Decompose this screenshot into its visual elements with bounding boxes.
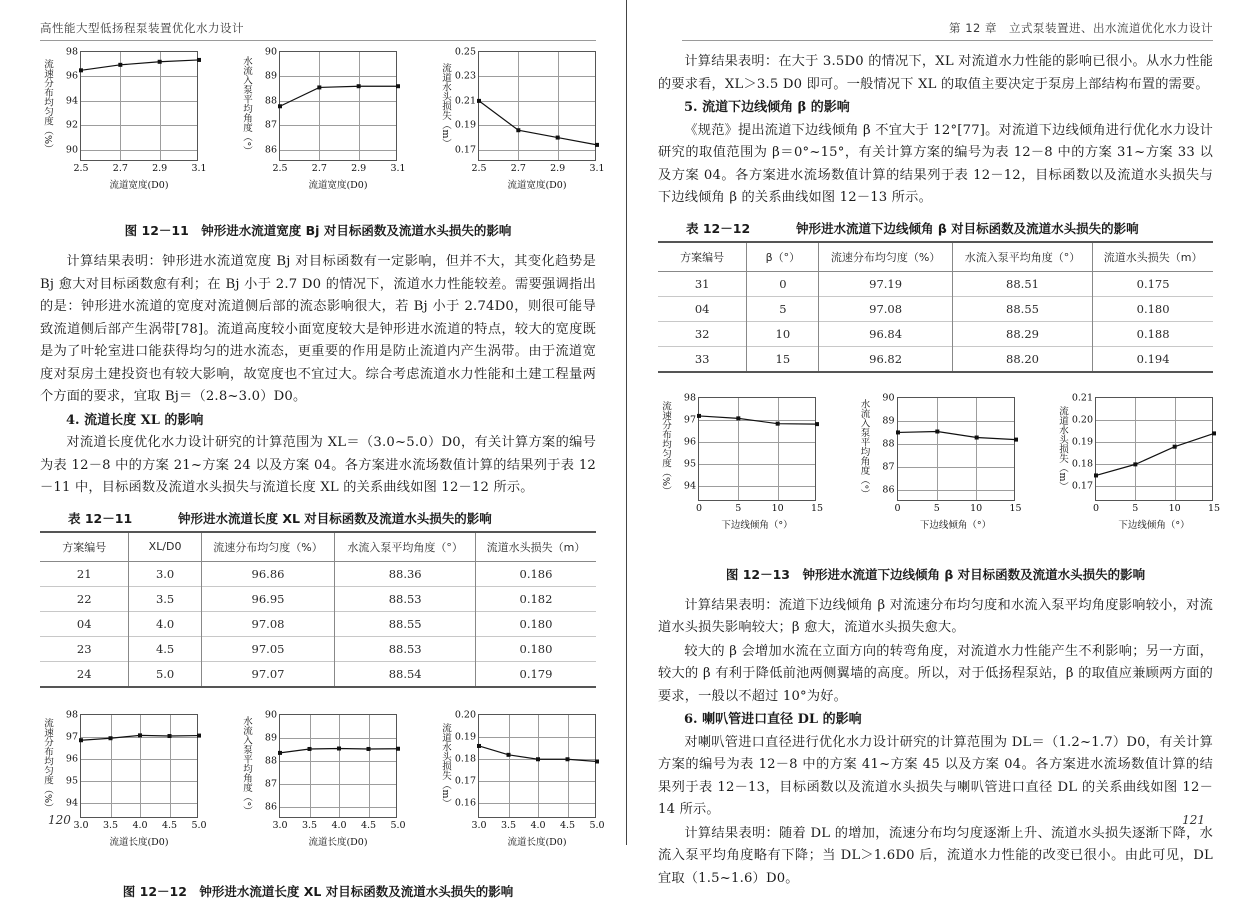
x-axis-tick-label: 3.5 xyxy=(301,819,318,831)
table-12-12-bottom-rule xyxy=(658,371,1213,373)
table-cell: 97.08 xyxy=(201,611,335,636)
plot-area xyxy=(683,392,824,531)
table-row xyxy=(40,611,596,636)
x-axis-label: 下边线倾角（°） xyxy=(919,519,992,531)
table-cell: 88.53 xyxy=(335,586,476,611)
y-axis-tick-label: 94 xyxy=(683,480,696,492)
x-axis-tick-label: 5 xyxy=(1132,502,1139,514)
table-cell: 88.55 xyxy=(952,296,1092,321)
x-axis-tick-label: 15 xyxy=(1009,502,1022,514)
plot-area xyxy=(1071,392,1221,531)
column-header: XL/D0 xyxy=(129,533,201,562)
left-section-4-heading: 4. 流道长度 XL 的影响 xyxy=(66,412,204,428)
y-axis-tick-label: 96 xyxy=(683,436,696,448)
y-axis-tick-label: 0.17 xyxy=(454,775,476,787)
plot-area xyxy=(882,392,1022,531)
x-axis-tick-label: 3.0 xyxy=(73,819,89,831)
y-axis-label: 流道水头损失（m） xyxy=(440,63,451,149)
table-cell: 88.55 xyxy=(335,611,476,636)
x-axis-tick-label: 3.1 xyxy=(589,163,605,174)
table-cell: 3.5 xyxy=(129,586,201,611)
y-axis-label: 流道水头损失（m） xyxy=(440,722,451,808)
table-row xyxy=(40,661,596,686)
table-row xyxy=(658,321,1213,346)
y-axis-label: 水流入泵平均角度（°） xyxy=(858,398,870,499)
x-axis-label: 流道宽度(D0) xyxy=(308,180,368,191)
x-axis-tick-label: 0 xyxy=(695,502,703,514)
figure-12-11-caption: 图 12－11 钟形进水流道宽度 Bj 对目标函数及流道水头损失的影响 xyxy=(124,223,512,238)
table-cell: 97.05 xyxy=(201,636,335,661)
x-axis-tick-label: 5 xyxy=(735,502,742,514)
x-axis-tick-label: 2.7 xyxy=(510,163,526,174)
table-cell: 0.194 xyxy=(1093,346,1213,371)
data-series xyxy=(280,715,398,819)
table-cell: 96.86 xyxy=(201,561,335,586)
table-cell: 0.180 xyxy=(475,611,596,636)
y-axis-tick-label: 89 xyxy=(264,732,277,744)
table-cell: 0.182 xyxy=(475,586,596,611)
data-series xyxy=(81,715,199,819)
table-row xyxy=(40,561,596,586)
column-header: 水流入泵平均角度（°） xyxy=(952,243,1092,272)
y-axis-tick-label: 87 xyxy=(264,778,277,790)
y-axis-tick-label: 95 xyxy=(683,458,696,470)
x-axis-label: 下边线倾角（°） xyxy=(721,519,793,531)
left-running-head-text: 高性能大型低扬程泵装置优化水力设计 xyxy=(40,21,244,35)
y-axis-label: 水流入泵平均角度（°） xyxy=(241,56,252,156)
data-series xyxy=(1096,398,1214,502)
table-12-12-title: 钟形进水流道下边线倾角 β 对目标函数及流道水头损失的影响 xyxy=(796,220,1139,236)
x-axis-tick-label: 4.5 xyxy=(161,819,178,831)
y-axis-tick-label: 90 xyxy=(264,46,277,58)
left-paragraph-2: 对流道长度优化水力设计研究的计算范围为 XL＝（3.0~5.0）D0，有关计算方案的编号为表 12－8 中的方案 21~方案 24 以及方案 04。各方案进水流场数值计算的结果列于表 12－11 中，目标函数及流道水头损失与流道长度 XL 的关系曲线如图 12－12 所示。 xyxy=(40,435,596,495)
table-12-11-bottom-rule xyxy=(40,686,596,688)
y-axis-tick-label: 97 xyxy=(683,414,696,426)
y-axis-tick-label: 0.20 xyxy=(1071,414,1093,426)
plot-area xyxy=(65,46,207,191)
y-axis-tick-label: 86 xyxy=(264,801,277,813)
table-cell: 0.175 xyxy=(1093,271,1213,296)
table-cell: 97.08 xyxy=(819,296,952,321)
table-12-12-caption xyxy=(658,219,1213,237)
column-header: 流道水头损失（m） xyxy=(1093,243,1213,272)
y-axis-tick-label: 88 xyxy=(882,438,895,450)
data-series xyxy=(898,398,1016,502)
y-axis-tick-label: 94 xyxy=(65,797,78,809)
y-axis-tick-label: 92 xyxy=(65,119,78,131)
chart-fig12-12-a xyxy=(40,709,207,852)
x-axis-tick-label: 3.1 xyxy=(191,163,207,174)
y-axis-tick-label: 96 xyxy=(65,70,78,82)
table-12-11-caption xyxy=(40,509,596,527)
plot-area xyxy=(264,709,406,848)
table-cell: 10 xyxy=(747,321,819,346)
y-axis-tick-label: 90 xyxy=(882,392,895,403)
y-axis-tick-label: 98 xyxy=(65,46,78,58)
table-cell: 88.54 xyxy=(335,661,476,686)
table-row xyxy=(658,346,1213,371)
y-axis-tick-label: 0.23 xyxy=(454,70,476,82)
right-paragraph-4: 较大的 β 会增加水流在立面方向的转弯角度，对流道水力性能产生不利影响；另一方面，较大的 β 有利于降低前池两侧翼墙的高度。所以，对于低扬程泵站，β 的取值应兼顾两方面的要求，一般以不超过 10°为好。 xyxy=(658,643,1213,704)
x-axis-tick-label: 15 xyxy=(1207,502,1221,514)
x-axis-tick-label: 10 xyxy=(970,502,983,514)
chart-fig12-11-c xyxy=(438,46,605,195)
table-cell: 88.20 xyxy=(952,346,1092,371)
x-axis-tick-label: 5.0 xyxy=(589,819,605,831)
x-axis-label: 流道长度(D0) xyxy=(507,836,567,848)
x-axis-tick-label: 2.9 xyxy=(550,163,566,174)
x-axis-tick-label: 3.5 xyxy=(102,819,119,831)
y-axis-tick-label: 89 xyxy=(264,70,277,82)
y-axis-label: 流速分布均匀度（%） xyxy=(42,718,53,813)
y-axis-tick-label: 98 xyxy=(65,709,78,720)
x-axis-tick-label: 0 xyxy=(1092,502,1100,514)
y-axis-tick-label: 90 xyxy=(65,144,78,156)
table-12-11-title: 钟形进水流道长度 XL 对目标函数及流道水头损失的影响 xyxy=(178,510,492,526)
y-axis-tick-label: 88 xyxy=(264,95,277,107)
y-axis-tick-label: 87 xyxy=(882,461,895,473)
table-12-12 xyxy=(658,243,1213,371)
y-axis-tick-label: 96 xyxy=(65,753,78,765)
column-header: 方案编号 xyxy=(658,243,747,272)
x-axis-label: 流道宽度(D0) xyxy=(109,180,169,191)
table-row xyxy=(658,296,1213,321)
y-axis-tick-label: 97 xyxy=(65,731,78,743)
right-running-head-text: 第 12 章 立式泵装置进、出水流道优化水力设计 xyxy=(949,21,1213,35)
table-row xyxy=(40,636,596,661)
x-axis-label: 下边线倾角（°） xyxy=(1118,519,1190,531)
x-axis-tick-label: 2.9 xyxy=(152,163,168,174)
right-running-head xyxy=(658,14,1213,36)
y-axis-tick-label: 86 xyxy=(882,484,895,496)
table-cell: 96.82 xyxy=(819,346,952,371)
plot-area xyxy=(65,709,207,848)
table-12-11 xyxy=(40,533,596,686)
table-cell: 96.95 xyxy=(201,586,335,611)
figure-12-11 xyxy=(40,46,605,195)
table-cell: 96.84 xyxy=(819,321,952,346)
plot-area xyxy=(264,46,406,191)
chart-fig12-12-c xyxy=(438,709,605,852)
table-12-11-number: 表 12－11 xyxy=(68,510,133,526)
x-axis-tick-label: 10 xyxy=(771,502,784,514)
x-axis-tick-label: 4.5 xyxy=(360,819,377,831)
x-axis-tick-label: 2.7 xyxy=(311,163,327,174)
x-axis-tick-label: 3.0 xyxy=(272,819,288,831)
table-cell: 22 xyxy=(76,591,92,606)
x-axis-label: 流道长度(D0) xyxy=(308,836,368,848)
y-axis-label: 流速分布均匀度（%） xyxy=(660,401,671,496)
table-cell: 0 xyxy=(747,271,819,296)
y-axis-tick-label: 0.20 xyxy=(454,709,476,720)
table-cell: 0.180 xyxy=(475,636,596,661)
figure-12-13 xyxy=(658,392,1221,535)
table-12-12-number: 表 12－12 xyxy=(686,220,751,236)
right-section-6-heading: 6. 喇叭管进口直径 DL 的影响 xyxy=(684,712,862,727)
y-axis-label: 流速分布均匀度（%） xyxy=(42,58,53,154)
y-axis-label: 水流入泵平均角度（°） xyxy=(241,715,252,816)
y-axis-tick-label: 98 xyxy=(683,392,696,403)
data-series xyxy=(280,52,398,162)
chart-fig12-12-b xyxy=(239,709,406,852)
chart-fig12-13-c xyxy=(1055,392,1221,535)
right-paragraph-1: 计算结果表明：在大于 3.5D0 的情况下，XL 对流道水力性能的影响已很小。从水力性能的要求看，XL＞3.5 D0 即可。一般情况下 XL 的取值主要决定于泵房上部结构布置的需要。 xyxy=(658,54,1213,92)
table-cell: 97.19 xyxy=(819,271,952,296)
y-axis-tick-label: 0.19 xyxy=(454,119,476,131)
right-page xyxy=(626,0,1253,886)
x-axis-tick-label: 10 xyxy=(1168,502,1181,514)
x-axis-tick-label: 0 xyxy=(894,502,901,514)
column-header: β（°） xyxy=(747,243,819,272)
table-cell: 88.36 xyxy=(335,561,476,586)
y-axis-tick-label: 0.21 xyxy=(1071,392,1093,403)
x-axis-tick-label: 2.9 xyxy=(351,163,367,174)
x-axis-tick-label: 5 xyxy=(933,502,940,514)
column-header: 流速分布均匀度（%） xyxy=(819,243,952,272)
right-section-5-heading: 5. 流道下边线倾角 β 的影响 xyxy=(684,100,850,115)
column-header: 流道水头损失（m） xyxy=(475,533,596,562)
y-axis-tick-label: 87 xyxy=(264,119,277,131)
table-cell: 5.0 xyxy=(129,661,201,686)
x-axis-tick-label: 4.0 xyxy=(132,819,148,831)
table-cell: 0.180 xyxy=(1093,296,1213,321)
column-header: 流速分布均匀度（%） xyxy=(201,533,335,562)
chart-fig12-11-a xyxy=(40,46,207,195)
table-cell: 4.0 xyxy=(129,611,201,636)
x-axis-tick-label: 5.0 xyxy=(191,819,207,831)
x-axis-tick-label: 2.5 xyxy=(73,163,89,174)
right-page-number: 121 xyxy=(1182,813,1205,827)
chart-fig12-13-a xyxy=(658,392,824,535)
y-axis-tick-label: 0.19 xyxy=(1071,436,1093,448)
figure-12-12-caption: 图 12－12 钟形进水流道长度 XL 对目标函数及流道水头损失的影响 xyxy=(122,883,514,899)
table-header-row xyxy=(658,243,1213,272)
x-axis-label: 流道宽度(D0) xyxy=(507,180,567,191)
x-axis-tick-label: 2.5 xyxy=(471,163,487,174)
table-cell: 97.07 xyxy=(201,661,335,686)
x-axis-tick-label: 4.0 xyxy=(530,819,546,831)
y-axis-tick-label: 0.21 xyxy=(454,95,476,107)
x-axis-tick-label: 3.5 xyxy=(500,819,517,831)
left-header-rule xyxy=(40,40,596,41)
data-series xyxy=(699,398,817,502)
y-axis-tick-label: 0.19 xyxy=(454,731,476,743)
table-cell: 33 xyxy=(694,351,710,366)
right-paragraph-2: 《规范》提出流道下边线倾角 β 不宜大于 12°[77]。对流道下边线倾角进行优化水力设计研究的取值范围为 β＝0°~15°，有关计算方案的编号为表 12－8 中的方案 31~方案 33 以及方案 04。各方案进水流场数值计算的结果列于表 12－12，目标函数以及流道水头损失与下边线倾角 β 的关系曲线如图 12－13 所示。 xyxy=(658,122,1213,205)
table-cell: 04 xyxy=(694,301,710,316)
table-cell: 5 xyxy=(747,296,819,321)
table-cell: 21 xyxy=(76,566,92,581)
table-row xyxy=(658,271,1213,296)
table-cell: 24 xyxy=(76,666,92,681)
column-header: 方案编号 xyxy=(40,533,129,562)
data-series xyxy=(479,52,597,162)
table-cell: 3.0 xyxy=(129,561,201,586)
left-page-number: 120 xyxy=(48,813,71,827)
right-paragraph-6: 计算结果表明：随着 DL 的增加，流速分布均匀度逐渐上升、流道水头损失逐渐下降，水流入泵平均角度略有下降；当 DL＞1.6D0 后，流道水力性能的改变已很小。由此可见，DL 宜取（1.5~1.6）D0。 xyxy=(658,825,1213,886)
y-axis-tick-label: 88 xyxy=(264,755,277,767)
table-cell: 31 xyxy=(694,276,710,291)
table-cell: 88.51 xyxy=(952,271,1092,296)
x-axis-tick-label: 2.7 xyxy=(112,163,128,174)
plot-area xyxy=(454,46,605,191)
table-cell: 0.186 xyxy=(475,561,596,586)
table-row xyxy=(40,586,596,611)
y-axis-tick-label: 0.25 xyxy=(454,46,476,58)
data-series xyxy=(81,52,199,162)
x-axis-label: 流道长度(D0) xyxy=(109,836,169,848)
table-cell: 4.5 xyxy=(129,636,201,661)
y-axis-tick-label: 90 xyxy=(264,709,277,720)
y-axis-tick-label: 0.16 xyxy=(454,797,476,809)
column-header: 水流入泵平均角度（°） xyxy=(335,533,476,562)
left-paragraph-1: 计算结果表明：钟形进水流道宽度 Bj 对目标函数有一定影响，但并不大，其变化趋势是 Bj 愈大对目标函数愈有利；在 Bj 小于 2.7 D0 的情况下，流道水力性能较差。需要强调指出的是：钟形进水流道的宽度对流道侧后部的流态影响很大，若 Bj 小于 2.74D0，则很可能导致流道侧后部产生涡带[78]。流道高度较小面宽度较大是钟形进水流道的特点，较大的宽度既是为了叶轮室进口能获得均匀的进水流态，更重要的作用是防止流道内产生涡带。由于流道宽度对泵房土建投资也有较大影响，故宽度也不宜过大。综合考虑流道水力性能和土建工程量两个方面的要求，宜取 Bj＝（2.8~3.0）D0。 xyxy=(40,254,596,404)
y-axis-tick-label: 95 xyxy=(65,775,78,787)
table-cell: 88.53 xyxy=(335,636,476,661)
x-axis-tick-label: 4.5 xyxy=(559,819,576,831)
table-cell: 0.179 xyxy=(475,661,596,686)
plot-area xyxy=(454,709,605,848)
table-cell: 04 xyxy=(76,616,92,631)
x-axis-tick-label: 5.0 xyxy=(390,819,406,831)
table-cell: 23 xyxy=(76,641,92,656)
data-series xyxy=(479,715,597,819)
y-axis-label: 流道水头损失（m） xyxy=(1057,405,1068,491)
left-page xyxy=(0,0,626,899)
x-axis-tick-label: 4.0 xyxy=(331,819,347,831)
y-axis-tick-label: 0.17 xyxy=(454,144,476,156)
x-axis-tick-label: 2.5 xyxy=(272,163,288,174)
x-axis-tick-label: 3.0 xyxy=(471,819,487,831)
table-cell: 15 xyxy=(747,346,819,371)
y-axis-tick-label: 86 xyxy=(264,144,277,156)
y-axis-tick-label: 0.18 xyxy=(1071,458,1093,470)
right-header-rule xyxy=(682,40,1213,41)
table-cell: 0.188 xyxy=(1093,321,1213,346)
y-axis-tick-label: 94 xyxy=(65,95,78,107)
figure-12-12 xyxy=(40,709,605,852)
y-axis-tick-label: 0.17 xyxy=(1071,480,1093,492)
y-axis-tick-label: 0.18 xyxy=(454,753,476,765)
chart-fig12-13-b xyxy=(857,392,1022,535)
chart-fig12-11-b xyxy=(239,46,406,195)
y-axis-tick-label: 89 xyxy=(882,415,895,427)
left-running-head xyxy=(40,14,596,36)
right-paragraph-5: 对喇叭管进口直径进行优化水力设计研究的计算范围为 DL＝（1.2~1.7）D0，有关计算方案的编号为表 12－8 中的方案 41~方案 45 以及方案 04。各方案进水流场数值计算的结果列于表 12－13，目标函数以及流道水头损失与喇叭管进口直径 DL 的关系曲线如图 12－14 所示。 xyxy=(658,734,1213,817)
figure-12-13-caption: 图 12－13 钟形进水流道下边线倾角 β 对目标函数及流道水头损失的影响 xyxy=(725,566,1146,582)
x-axis-tick-label: 15 xyxy=(810,502,824,514)
table-cell: 32 xyxy=(694,326,710,341)
right-paragraph-3: 计算结果表明：流道下边线倾角 β 对流速分布均匀度和水流入泵平均角度影响较小，对流道水头损失影响较大；β 愈大，流道水头损失愈大。 xyxy=(658,597,1213,635)
table-cell: 88.29 xyxy=(952,321,1092,346)
x-axis-tick-label: 3.1 xyxy=(390,163,406,174)
table-header-row xyxy=(40,533,596,562)
